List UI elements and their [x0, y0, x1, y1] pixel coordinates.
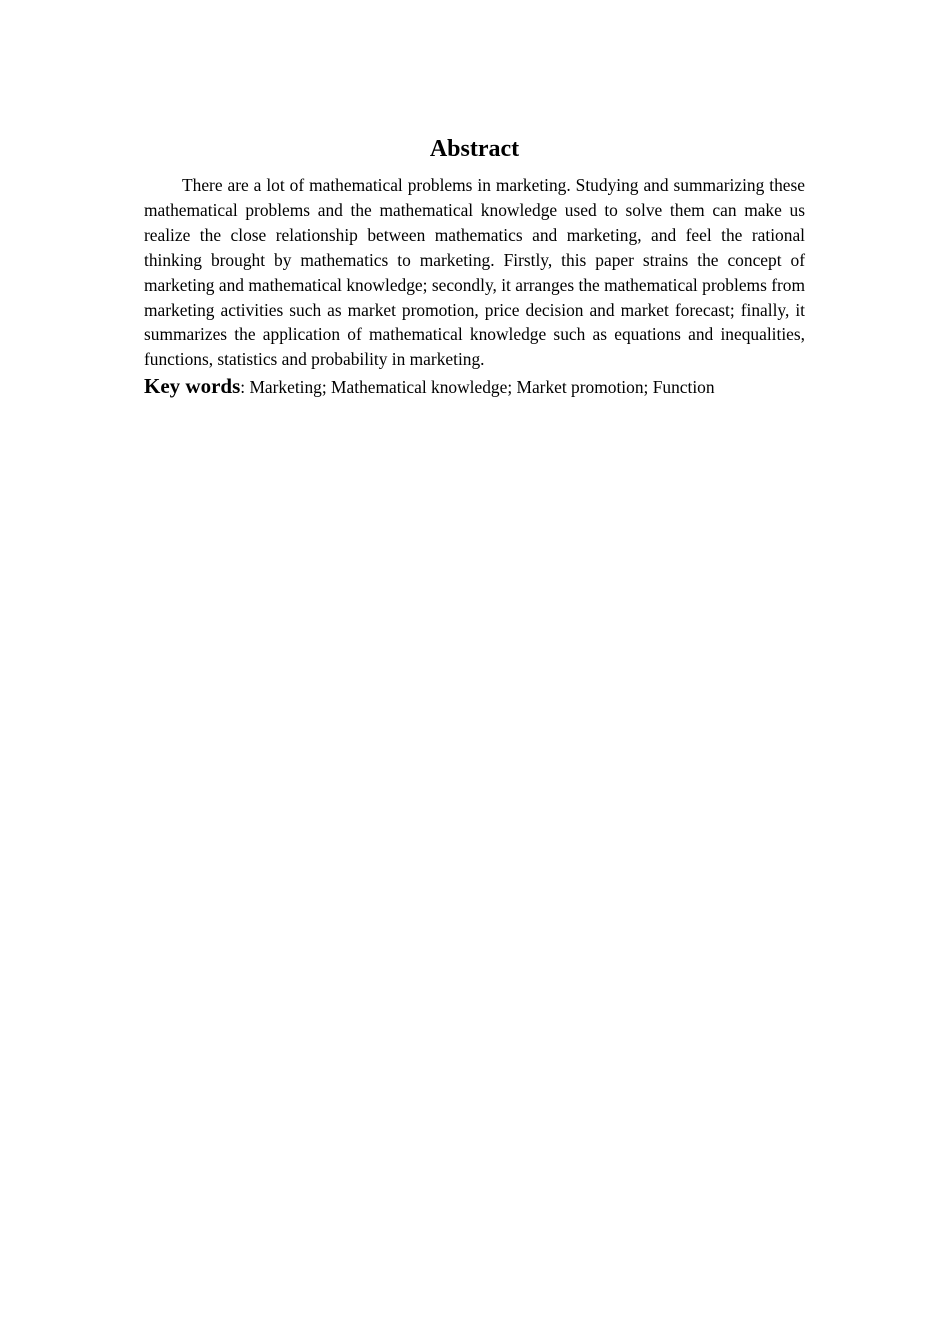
keywords-label: Key words [144, 374, 241, 399]
keywords-separator: : [240, 377, 250, 398]
keywords-line [144, 372, 805, 401]
abstract-section [144, 133, 805, 401]
keywords-list: Marketing; Mathematical knowledge; Market promotion; Function [249, 377, 715, 398]
abstract-body: There are a lot of mathematical problems in marketing. Studying and summarizing these mathematical problems and the mathematical knowledge used to solve them can make us realize the close relationship between mathematics and marketing, and feel the rational thinking brought by mathematics to marketing. Firstly, this paper strains the concept of marketing and mathematical knowledge; secondly, it arranges the mathematical problems from marketing activities such as market promotion, price decision and market forecast; finally, it summarizes the application of mathematical knowledge such as equations and inequalities, functions, statistics and probability in marketing. [144, 175, 805, 370]
abstract-title: Abstract [429, 136, 520, 162]
